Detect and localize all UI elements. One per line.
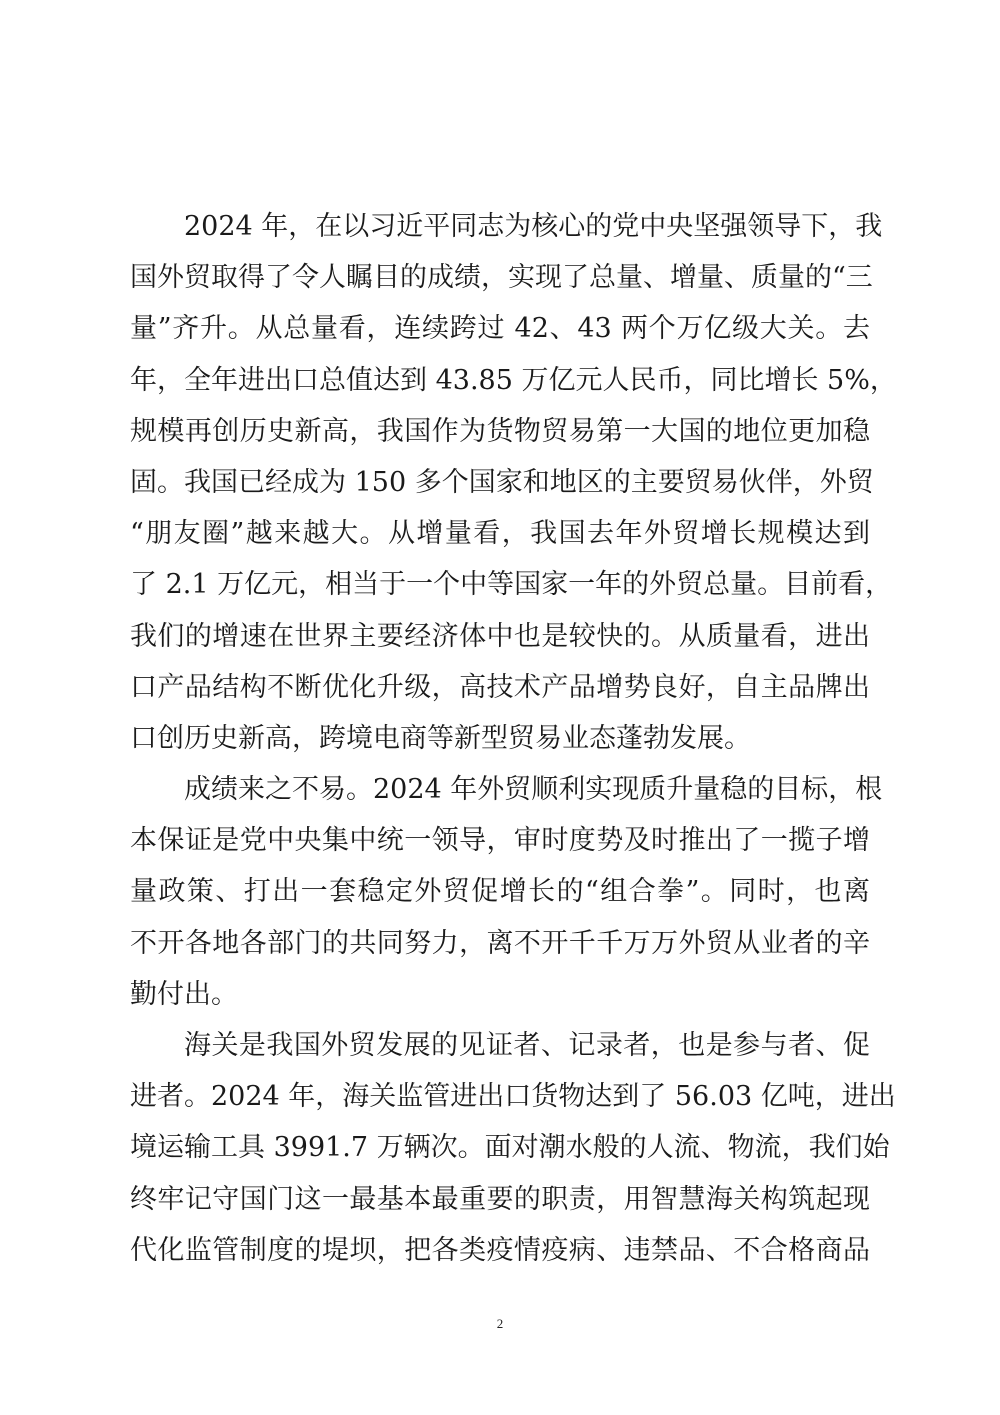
text-line: 勤付出。 bbox=[130, 978, 238, 1010]
text-line: “朋友圈”越来越大。从增量看，我国去年外贸增长规模达到 bbox=[130, 518, 870, 550]
text-line: 量政策、打出一套稳定外贸促增长的“组合拳”。同时，也离 bbox=[130, 876, 870, 908]
text-line: 规模再创历史新高，我国作为货物贸易第一大国的地位更加稳 bbox=[130, 415, 870, 447]
page-number: 2 bbox=[496, 1316, 504, 1331]
text-line: 不开各地各部门的共同努力，离不开千千万万外贸从业者的辛 bbox=[130, 927, 870, 959]
text-line: 境运输工具 3991.7 万辆次。面对潮水般的人流、物流，我们始 bbox=[130, 1132, 890, 1164]
text-line: 量”齐升。从总量看，连续跨过 42、43 两个万亿级大关。去 bbox=[130, 313, 870, 345]
text-line: 国外贸取得了令人瞩目的成绩，实现了总量、增量、质量的“三 bbox=[130, 262, 873, 294]
text-line: 年，全年进出口总值达到 43.85 万亿元人民币，同比增长 5%， bbox=[130, 364, 897, 396]
text-line: 我们的增速在世界主要经济体中也是较快的。从质量看，进出 bbox=[130, 620, 870, 652]
text-line: 了 2.1 万亿元，相当于一个中等国家一年的外贸总量。目前看， bbox=[130, 569, 893, 601]
text-line: 口创历史新高，跨境电商等新型贸易业态蓬勃发展。 bbox=[130, 722, 751, 754]
text-line: 成绩来之不易。2024 年外贸顺利实现质升量稳的目标，根 bbox=[184, 774, 883, 806]
text-line: 代化监管制度的堤坝，把各类疫情疫病、违禁品、不合格商品 bbox=[130, 1234, 870, 1266]
text-line: 固。我国已经成为 150 多个国家和地区的主要贸易伙伴，外贸 bbox=[130, 466, 874, 498]
text-line: 2024 年，在以习近平同志为核心的党中央坚强领导下，我 bbox=[184, 211, 883, 242]
text-line: 海关是我国外贸发展的见证者、记录者，也是参与者、促 bbox=[184, 1030, 870, 1061]
text-line: 终牢记守国门这一最基本最重要的职责，用智慧海关构筑起现 bbox=[130, 1183, 870, 1215]
text-line: 本保证是党中央集中统一领导，审时度势及时推出了一揽子增 bbox=[130, 825, 870, 857]
text-line: 口产品结构不断优化升级，高技术产品增势良好，自主品牌出 bbox=[130, 671, 870, 703]
text-line: 进者。2024 年，海关监管进出口货物达到了 56.03 亿吨，进出 bbox=[130, 1081, 896, 1113]
body-text bbox=[130, 201, 897, 1276]
